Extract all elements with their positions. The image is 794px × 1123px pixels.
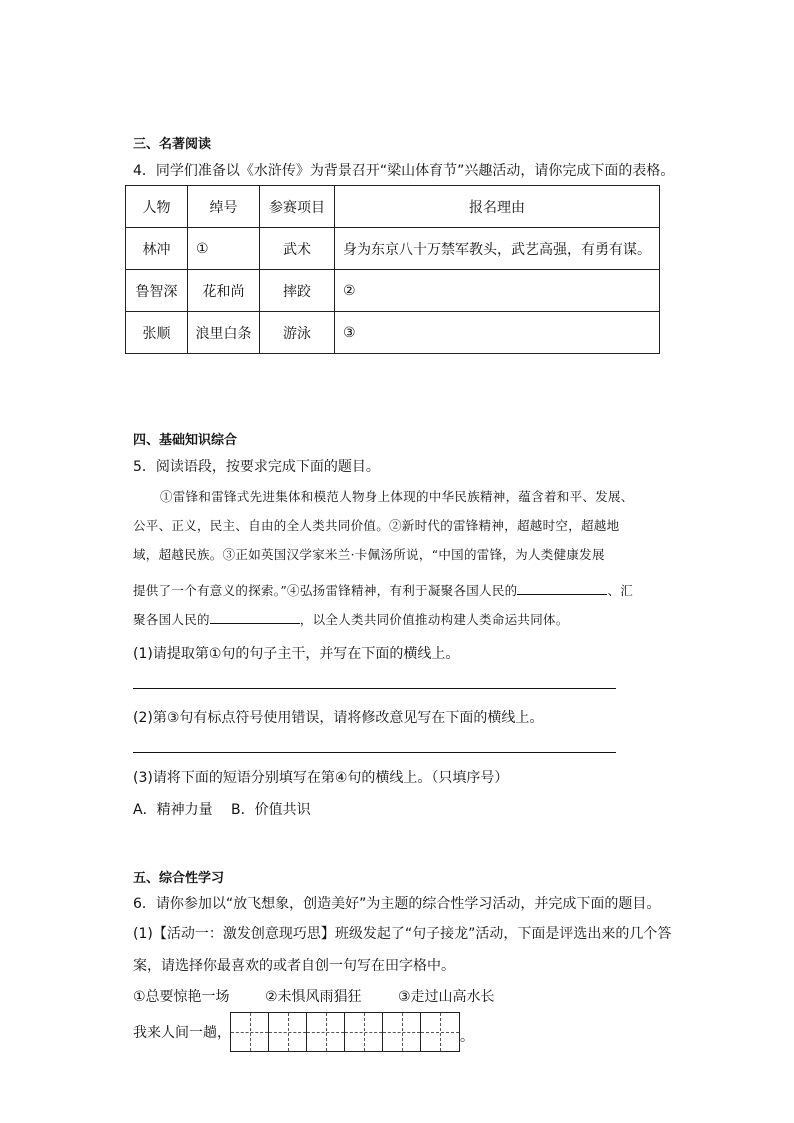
passage-line-5: [133, 610, 569, 628]
question-4: 4．同学们准备以《水浒传》为背景召开“梁山体育节”兴趣活动，请你完成下面的表格。: [133, 163, 675, 179]
table-cell: 游泳: [260, 312, 335, 354]
passage-text: 聚各国人民的: [133, 612, 210, 627]
choice-item: ②未惧风雨猖狂: [265, 989, 362, 1005]
tianzi-grid[interactable]: [230, 1012, 460, 1052]
activity-text: (1)【活动一：激发创意现巧思】班级发起了“句子接龙”活动，下面是评选出来的几个答: [133, 926, 672, 942]
fill-blank-2[interactable]: [210, 611, 300, 624]
choice-item: ③走过山高水长: [398, 989, 495, 1005]
shuihu-table: [125, 185, 660, 354]
table-row: [126, 270, 660, 312]
answer-line[interactable]: [133, 752, 616, 753]
section5-title: 五、综合性学习: [133, 871, 225, 886]
fill-blank-1[interactable]: [517, 582, 607, 595]
choice-item: ①总要惊艳一场: [133, 989, 230, 1005]
table-header: 参赛项目: [260, 186, 335, 228]
passage-line-4: [133, 581, 633, 599]
prompt-text: 我来人间一趟，: [133, 1025, 231, 1041]
subquestion-1: (1)请提取第①句的句子主干，并写在下面的横线上。: [133, 646, 460, 662]
table-cell: 武术: [260, 228, 335, 270]
passage-line: 域，超越民族。③正如英国汉学家米兰·卡佩汤所说，“中国的雷锋，为人类健康发展: [133, 547, 605, 562]
grid-cell[interactable]: [269, 1013, 307, 1051]
table-cell: 花和尚: [188, 270, 260, 312]
table-header: 人物: [126, 186, 188, 228]
passage-line: 公平、正义，民主、自由的全人类共同价值。②新时代的雷锋精神，超越时空，超越地: [133, 518, 620, 533]
grid-cell[interactable]: [421, 1013, 459, 1051]
passage-text: 、汇: [607, 583, 634, 598]
section3-title: 三、名著阅读: [133, 137, 212, 152]
subquestion-2: (2)第③句有标点符号使用错误，请将修改意见写在下面的横线上。: [133, 710, 544, 726]
table-header-row: [126, 186, 660, 228]
answer-line[interactable]: [133, 688, 616, 689]
passage-text: 提供了一个有意义的探索。”④弘扬雷锋精神，有利于凝聚各国人民的: [133, 583, 518, 598]
grid-cell[interactable]: [231, 1013, 269, 1051]
activity-text: 案，请选择你最喜欢的或者自创一句写在田字格中。: [133, 958, 455, 974]
table-cell: 张顺: [126, 312, 188, 354]
table-cell: 身为东京八十万禁军教头，武艺高强，有勇有谋。: [335, 228, 660, 270]
end-punctuation: 。: [460, 1029, 474, 1045]
table-row: [126, 228, 660, 270]
table-cell-answer[interactable]: ③: [335, 312, 660, 354]
table-header: 报名理由: [335, 186, 660, 228]
table-cell: 林冲: [126, 228, 188, 270]
grid-cell[interactable]: [383, 1013, 421, 1051]
table-cell-answer[interactable]: ①: [188, 228, 260, 270]
question-5: 5．阅读语段，按要求完成下面的题目。: [133, 459, 380, 475]
table-header: 绰号: [188, 186, 260, 228]
table-cell: 浪里白条: [188, 312, 260, 354]
passage-line: ①雷锋和雷锋式先进集体和模范人物身上体现的中华民族精神，蕴含着和平、发展、: [160, 489, 634, 504]
question-6: 6．请你参加以“放飞想象，创造美好”为主题的综合性学习活动，并完成下面的题目。: [133, 896, 661, 912]
table-row: [126, 312, 660, 354]
table-cell-answer[interactable]: ②: [335, 270, 660, 312]
grid-cell[interactable]: [345, 1013, 383, 1051]
table-cell: 摔跤: [260, 270, 335, 312]
answer-options: A．精神力量 B．价值共识: [133, 802, 311, 818]
grid-cell[interactable]: [307, 1013, 345, 1051]
table-cell: 鲁智深: [126, 270, 188, 312]
section4-title: 四、基础知识综合: [133, 433, 238, 448]
subquestion-3: (3)请将下面的短语分别填写在第④句的横线上。（只填序号）: [133, 770, 509, 786]
passage-text: ，以全人类共同价值推动构建人类命运共同体。: [299, 612, 569, 627]
